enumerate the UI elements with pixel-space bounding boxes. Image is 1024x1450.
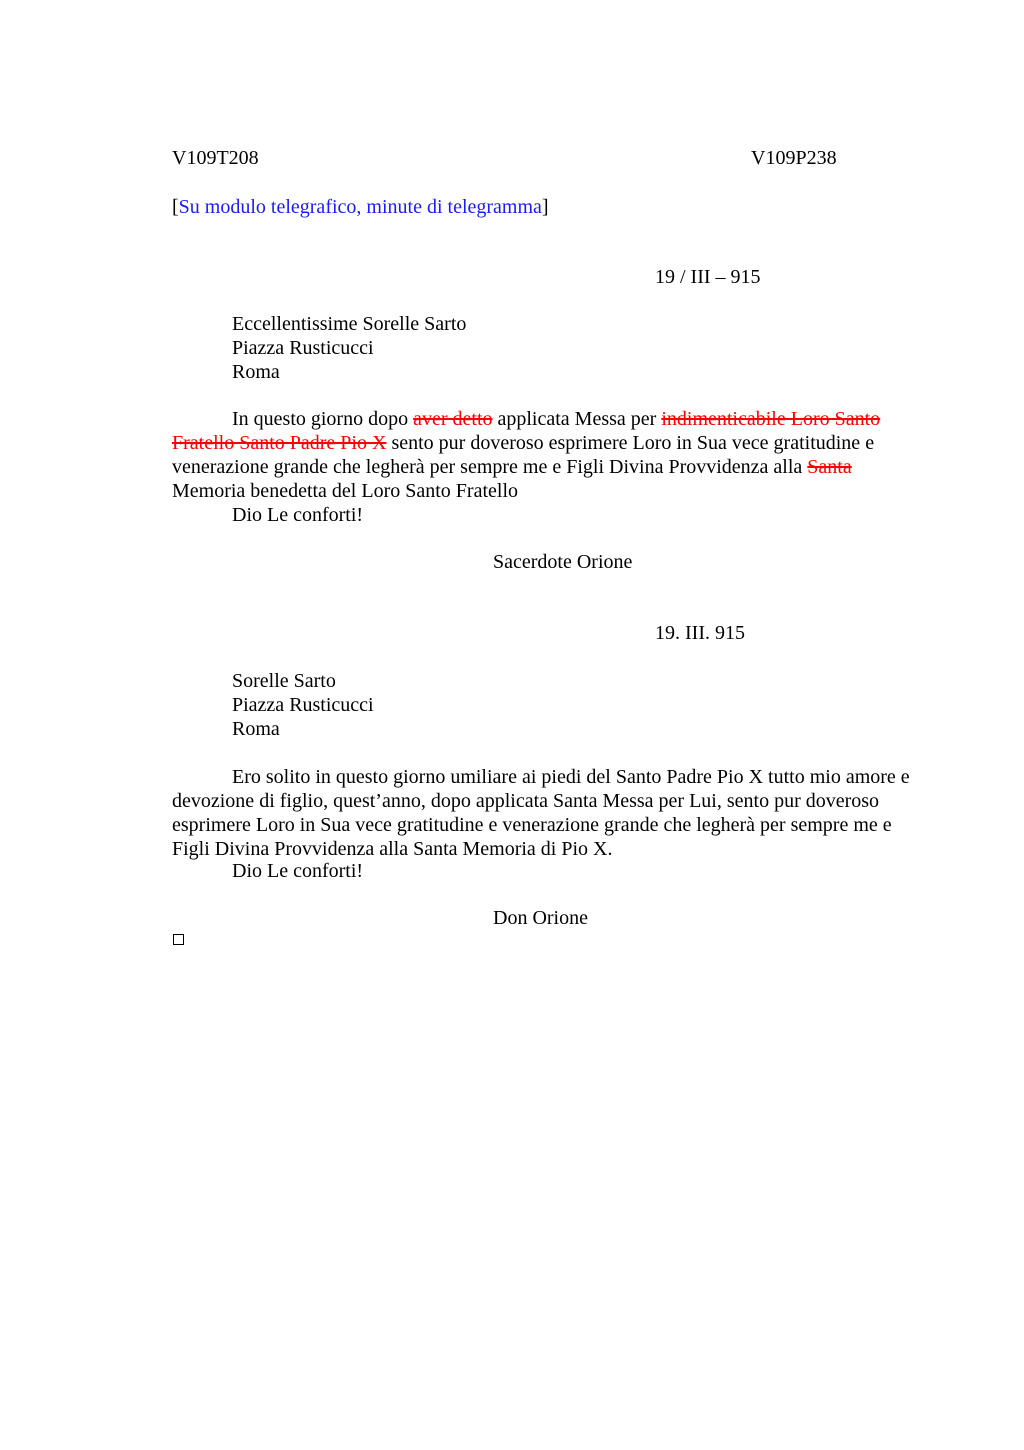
deleted-text: indimenticabile Loro Santo Fratello Santo Padre Pio X (172, 408, 881, 454)
body-text: In questo giorno dopo (232, 408, 414, 430)
telegram2-body: Ero solito in questo giorno umiliare ai piedi del Santo Padre Pio X tutto mio amore e devozione di figlio, quest’anno, dopo applicata Santa Messa per Lui, sento pur doveroso esprimere Loro in Sua vece gratitudine e venerazione grande che legherà per sempre me e Figli Divina Provvidenza alla Santa Memoria di Pio X. (172, 766, 910, 860)
document-code-right: V109P238 (751, 147, 837, 169)
end-of-document-box-icon (173, 934, 184, 945)
telegram2-signature: Don Orione (493, 907, 588, 929)
deleted-text: Santa (807, 456, 852, 478)
deleted-text: aver detto (413, 408, 493, 430)
address-line: Eccellentissime Sorelle Sarto (232, 313, 467, 335)
address-line: Piazza Rusticucci (232, 694, 374, 716)
note-text: Su modulo telegrafico, minute di telegramma (178, 196, 542, 218)
telegram2-address (232, 669, 374, 741)
telegram1-address (232, 312, 466, 384)
note-open-bracket: [ (172, 196, 179, 218)
telegram1-greeting: Dio Le conforti! (232, 504, 364, 526)
telegram2-greeting: Dio Le conforti! (232, 860, 364, 882)
telegram1-date: 19 / III – 915 (655, 266, 761, 288)
telegram1-signature: Sacerdote Orione (493, 551, 633, 573)
body-text: Memoria benedetta del Loro Santo Fratello (172, 480, 519, 502)
telegram2-date: 19. III. 915 (655, 622, 745, 644)
address-line: Roma (232, 718, 280, 740)
address-line: Sorelle Sarto (232, 670, 336, 692)
editorial-note (172, 195, 549, 219)
note-close-bracket: ] (541, 196, 549, 218)
body-text: sento pur doveroso esprimere Loro in Sua vece gratitudine e venerazione grande che legherà per sempre me e Figli Divina Provvidenza alla (172, 432, 875, 478)
document-code-left: V109T208 (172, 147, 259, 169)
body-text: applicata Messa per (492, 408, 662, 430)
telegram1-body (172, 407, 918, 503)
address-line: Piazza Rusticucci (232, 337, 374, 359)
address-line: Roma (232, 361, 280, 383)
